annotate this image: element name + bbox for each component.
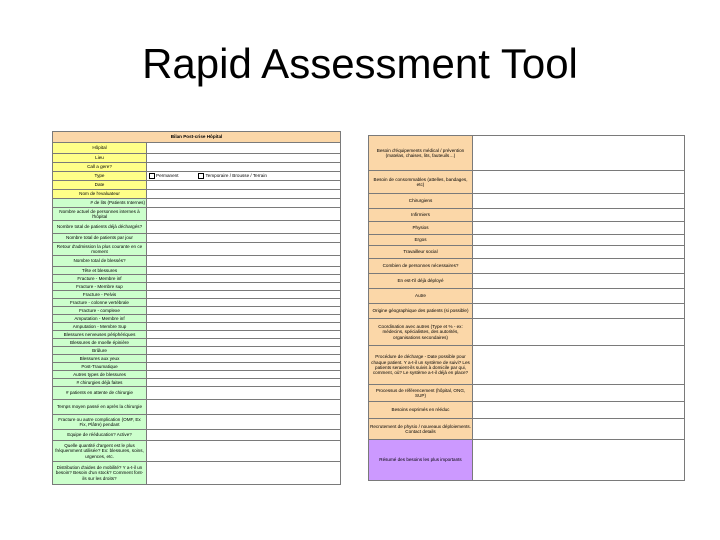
row-label: Blessures nerveuses périphériques — [53, 331, 147, 339]
row-label: # de lits (Patients Internes) — [53, 199, 147, 208]
table-row — [53, 371, 341, 379]
table-row — [369, 440, 685, 481]
row-label: # chirurgies déjà faites — [53, 379, 147, 387]
row-label: Post-Traumatique — [53, 363, 147, 371]
table-row — [53, 291, 341, 299]
row-label: Type — [53, 172, 147, 181]
value-cell[interactable] — [473, 246, 685, 259]
row-label: # patients en attente de chirurgie — [53, 387, 147, 400]
value-cell[interactable] — [473, 136, 685, 171]
table-row — [369, 194, 685, 209]
row-label: Coordination avec autres (Type et % - ex: médecins, spécialistes, des autorités, organisations secondaires) — [369, 319, 473, 346]
table-row — [53, 154, 341, 163]
slide-title: Rapid Assessment Tool — [142, 40, 578, 87]
row-label: Besoin de consommables (attelles, bandages, etc) — [369, 171, 473, 194]
row-label: Fracture - Membre sup — [53, 283, 147, 291]
value-cell[interactable] — [147, 331, 341, 339]
table-header: Bilan Post-crise Hôpital — [53, 132, 341, 143]
row-label: Fracture - Membre inf — [53, 275, 147, 283]
value-cell[interactable] — [147, 172, 341, 181]
table-row — [53, 415, 341, 430]
value-cell[interactable] — [147, 256, 341, 267]
checkbox-icon[interactable] — [198, 173, 204, 179]
row-label: Autres types de blessures — [53, 371, 147, 379]
table-row — [53, 283, 341, 291]
hospital-assessment-table — [52, 131, 341, 485]
value-cell[interactable] — [147, 339, 341, 347]
row-label: Date — [53, 181, 147, 190]
value-cell[interactable] — [147, 243, 341, 256]
table-row — [53, 387, 341, 400]
row-label: Nom de l'evaluateur — [53, 190, 147, 199]
table-row — [369, 319, 685, 346]
row-label: Blessures aux yeux — [53, 355, 147, 363]
value-cell[interactable] — [473, 194, 685, 209]
table-row — [53, 355, 341, 363]
table-row — [53, 307, 341, 315]
table-row — [53, 143, 341, 154]
table-row — [53, 221, 341, 234]
value-cell[interactable] — [473, 346, 685, 385]
table-row — [53, 363, 341, 371]
value-cell[interactable] — [147, 355, 341, 363]
row-label: Besoins exprimés en rééduc — [369, 402, 473, 419]
value-cell[interactable] — [147, 441, 341, 462]
table-row — [369, 304, 685, 319]
row-label: Autre — [369, 289, 473, 304]
value-cell[interactable] — [147, 234, 341, 243]
value-cell[interactable] — [147, 371, 341, 379]
value-cell[interactable] — [473, 171, 685, 194]
row-label: En est-t'il déjà déployé — [369, 274, 473, 289]
row-label: Amputation - Membre Sup — [53, 323, 147, 331]
row-label: Origine géographique des patients (si possible) — [369, 304, 473, 319]
value-cell[interactable] — [147, 181, 341, 190]
row-label: Procédure de décharge - Date possible pour chaque patient. Y a-t-il un système de suivi? Les patients seraient-ils suivis à domicile par qui, comment, où? Le système a-t-il déjà en place? — [369, 346, 473, 385]
row-label: Ergos — [369, 235, 473, 246]
value-cell[interactable] — [147, 275, 341, 283]
value-cell[interactable] — [147, 462, 341, 485]
row-label: Call a gere? — [53, 163, 147, 172]
row-label: Combien de personnes nécessaires? — [369, 259, 473, 274]
value-cell[interactable] — [473, 222, 685, 235]
row-label: Nombre total de patients par jour — [53, 234, 147, 243]
value-cell[interactable] — [473, 209, 685, 222]
value-cell[interactable] — [147, 379, 341, 387]
row-label: Nombre total de blessés? — [53, 256, 147, 267]
table-row — [369, 259, 685, 274]
table-row — [53, 339, 341, 347]
option-label: Permanent — [156, 173, 179, 179]
checkbox-icon[interactable] — [149, 173, 155, 179]
value-cell[interactable] — [473, 289, 685, 304]
value-cell[interactable] — [147, 291, 341, 299]
table-row — [369, 246, 685, 259]
row-label: Brûlure — [53, 347, 147, 355]
row-label: Blessures de moelle épinière — [53, 339, 147, 347]
table-row — [53, 267, 341, 275]
table-row — [53, 256, 341, 267]
table-row — [53, 462, 341, 485]
table-row — [53, 299, 341, 307]
table-row — [53, 172, 341, 181]
value-cell[interactable] — [147, 190, 341, 199]
table-row — [53, 430, 341, 441]
option-label: Temporaire / Brousse / Terrain — [205, 173, 267, 179]
row-label: Physios — [369, 222, 473, 235]
table-row — [369, 419, 685, 440]
table-row — [369, 136, 685, 171]
row-label: Fracture ou autre complication (OMF, Ex Fix, Plâtre) pendant — [53, 415, 147, 430]
row-label: Amputation - Membre inf — [53, 315, 147, 323]
value-cell[interactable] — [147, 199, 341, 208]
table-row — [369, 402, 685, 419]
table-row — [53, 199, 341, 208]
table-row — [53, 234, 341, 243]
value-cell[interactable] — [147, 267, 341, 275]
value-cell[interactable] — [147, 283, 341, 291]
row-label: Hôpital — [53, 143, 147, 154]
table-row — [369, 289, 685, 304]
value-cell[interactable] — [147, 323, 341, 331]
table-row — [53, 323, 341, 331]
value-cell[interactable] — [473, 235, 685, 246]
value-cell[interactable] — [147, 400, 341, 415]
table-row — [53, 243, 341, 256]
table-row — [53, 347, 341, 355]
value-cell[interactable] — [147, 415, 341, 430]
row-label: Fracture - Pelvis — [53, 291, 147, 299]
value-cell[interactable] — [147, 163, 341, 172]
type-option[interactable] — [198, 173, 266, 178]
row-label: Travailleur social — [369, 246, 473, 259]
value-cell[interactable] — [473, 440, 685, 481]
value-cell[interactable] — [473, 385, 685, 402]
row-label: Retour d'admission la plus courante en ce moment — [53, 243, 147, 256]
value-cell[interactable] — [473, 402, 685, 419]
table-row — [53, 163, 341, 172]
row-label: Nombre total de patients déjà déchargés? — [53, 221, 147, 234]
value-cell[interactable] — [473, 419, 685, 440]
value-cell[interactable] — [147, 363, 341, 371]
table-row — [369, 209, 685, 222]
row-label: Tête et blessures — [53, 267, 147, 275]
table-row — [53, 331, 341, 339]
table-row — [53, 275, 341, 283]
value-cell[interactable] — [147, 315, 341, 323]
table-row — [53, 181, 341, 190]
table-row — [53, 441, 341, 462]
row-label: Quelle quantité d'argent est le plus fréquemment utilisée? Ex: blessures, soins, urgences, etc. — [53, 441, 147, 462]
table-row — [369, 171, 685, 194]
row-label: Recrutement de physio / nouveaux déploiements. Contact details — [369, 419, 473, 440]
row-label: Fracture - colonne vertébrale — [53, 299, 147, 307]
table-row — [369, 235, 685, 246]
value-cell[interactable] — [473, 304, 685, 319]
needs-assessment-table — [368, 135, 685, 481]
table-row — [53, 190, 341, 199]
value-cell[interactable] — [147, 307, 341, 315]
table-row — [53, 208, 341, 221]
row-label: Equipe de rééducation? Active? — [53, 430, 147, 441]
value-cell[interactable] — [147, 347, 341, 355]
table-row — [53, 400, 341, 415]
row-label: Nombre actuel de personnes internes à l'hôpital — [53, 208, 147, 221]
value-cell[interactable] — [147, 221, 341, 234]
table-row — [53, 315, 341, 323]
row-label: Processus de référencement (hôpital, ONG, SUP) — [369, 385, 473, 402]
table-row — [369, 385, 685, 402]
table-row — [369, 222, 685, 235]
value-cell[interactable] — [473, 274, 685, 289]
value-cell[interactable] — [147, 143, 341, 154]
row-label: Lieu — [53, 154, 147, 163]
table-row — [369, 274, 685, 289]
row-label: Infirmiers — [369, 209, 473, 222]
value-cell[interactable] — [147, 299, 341, 307]
value-cell[interactable] — [473, 319, 685, 346]
value-cell[interactable] — [147, 430, 341, 441]
value-cell[interactable] — [473, 259, 685, 274]
row-label: Fracture - complexe — [53, 307, 147, 315]
value-cell[interactable] — [147, 387, 341, 400]
row-label: Besoin d'équipements médical / prévention (matelas, chaises, lits, fauteuils…) — [369, 136, 473, 171]
row-label: Résumé des besoins les plus importants — [369, 440, 473, 481]
table-row — [53, 379, 341, 387]
row-label: Chirurgiens — [369, 194, 473, 209]
row-label: Temps moyen passé en après la chirurgie — [53, 400, 147, 415]
row-label: Distribution d'aides de mobilité? Y a-t-il un besoin? Besoin d'un stock? Comment font-ils sur les droits? — [53, 462, 147, 485]
value-cell[interactable] — [147, 208, 341, 221]
table-header-row — [53, 132, 341, 143]
value-cell[interactable] — [147, 154, 341, 163]
type-option[interactable] — [149, 173, 178, 178]
table-row — [369, 346, 685, 385]
